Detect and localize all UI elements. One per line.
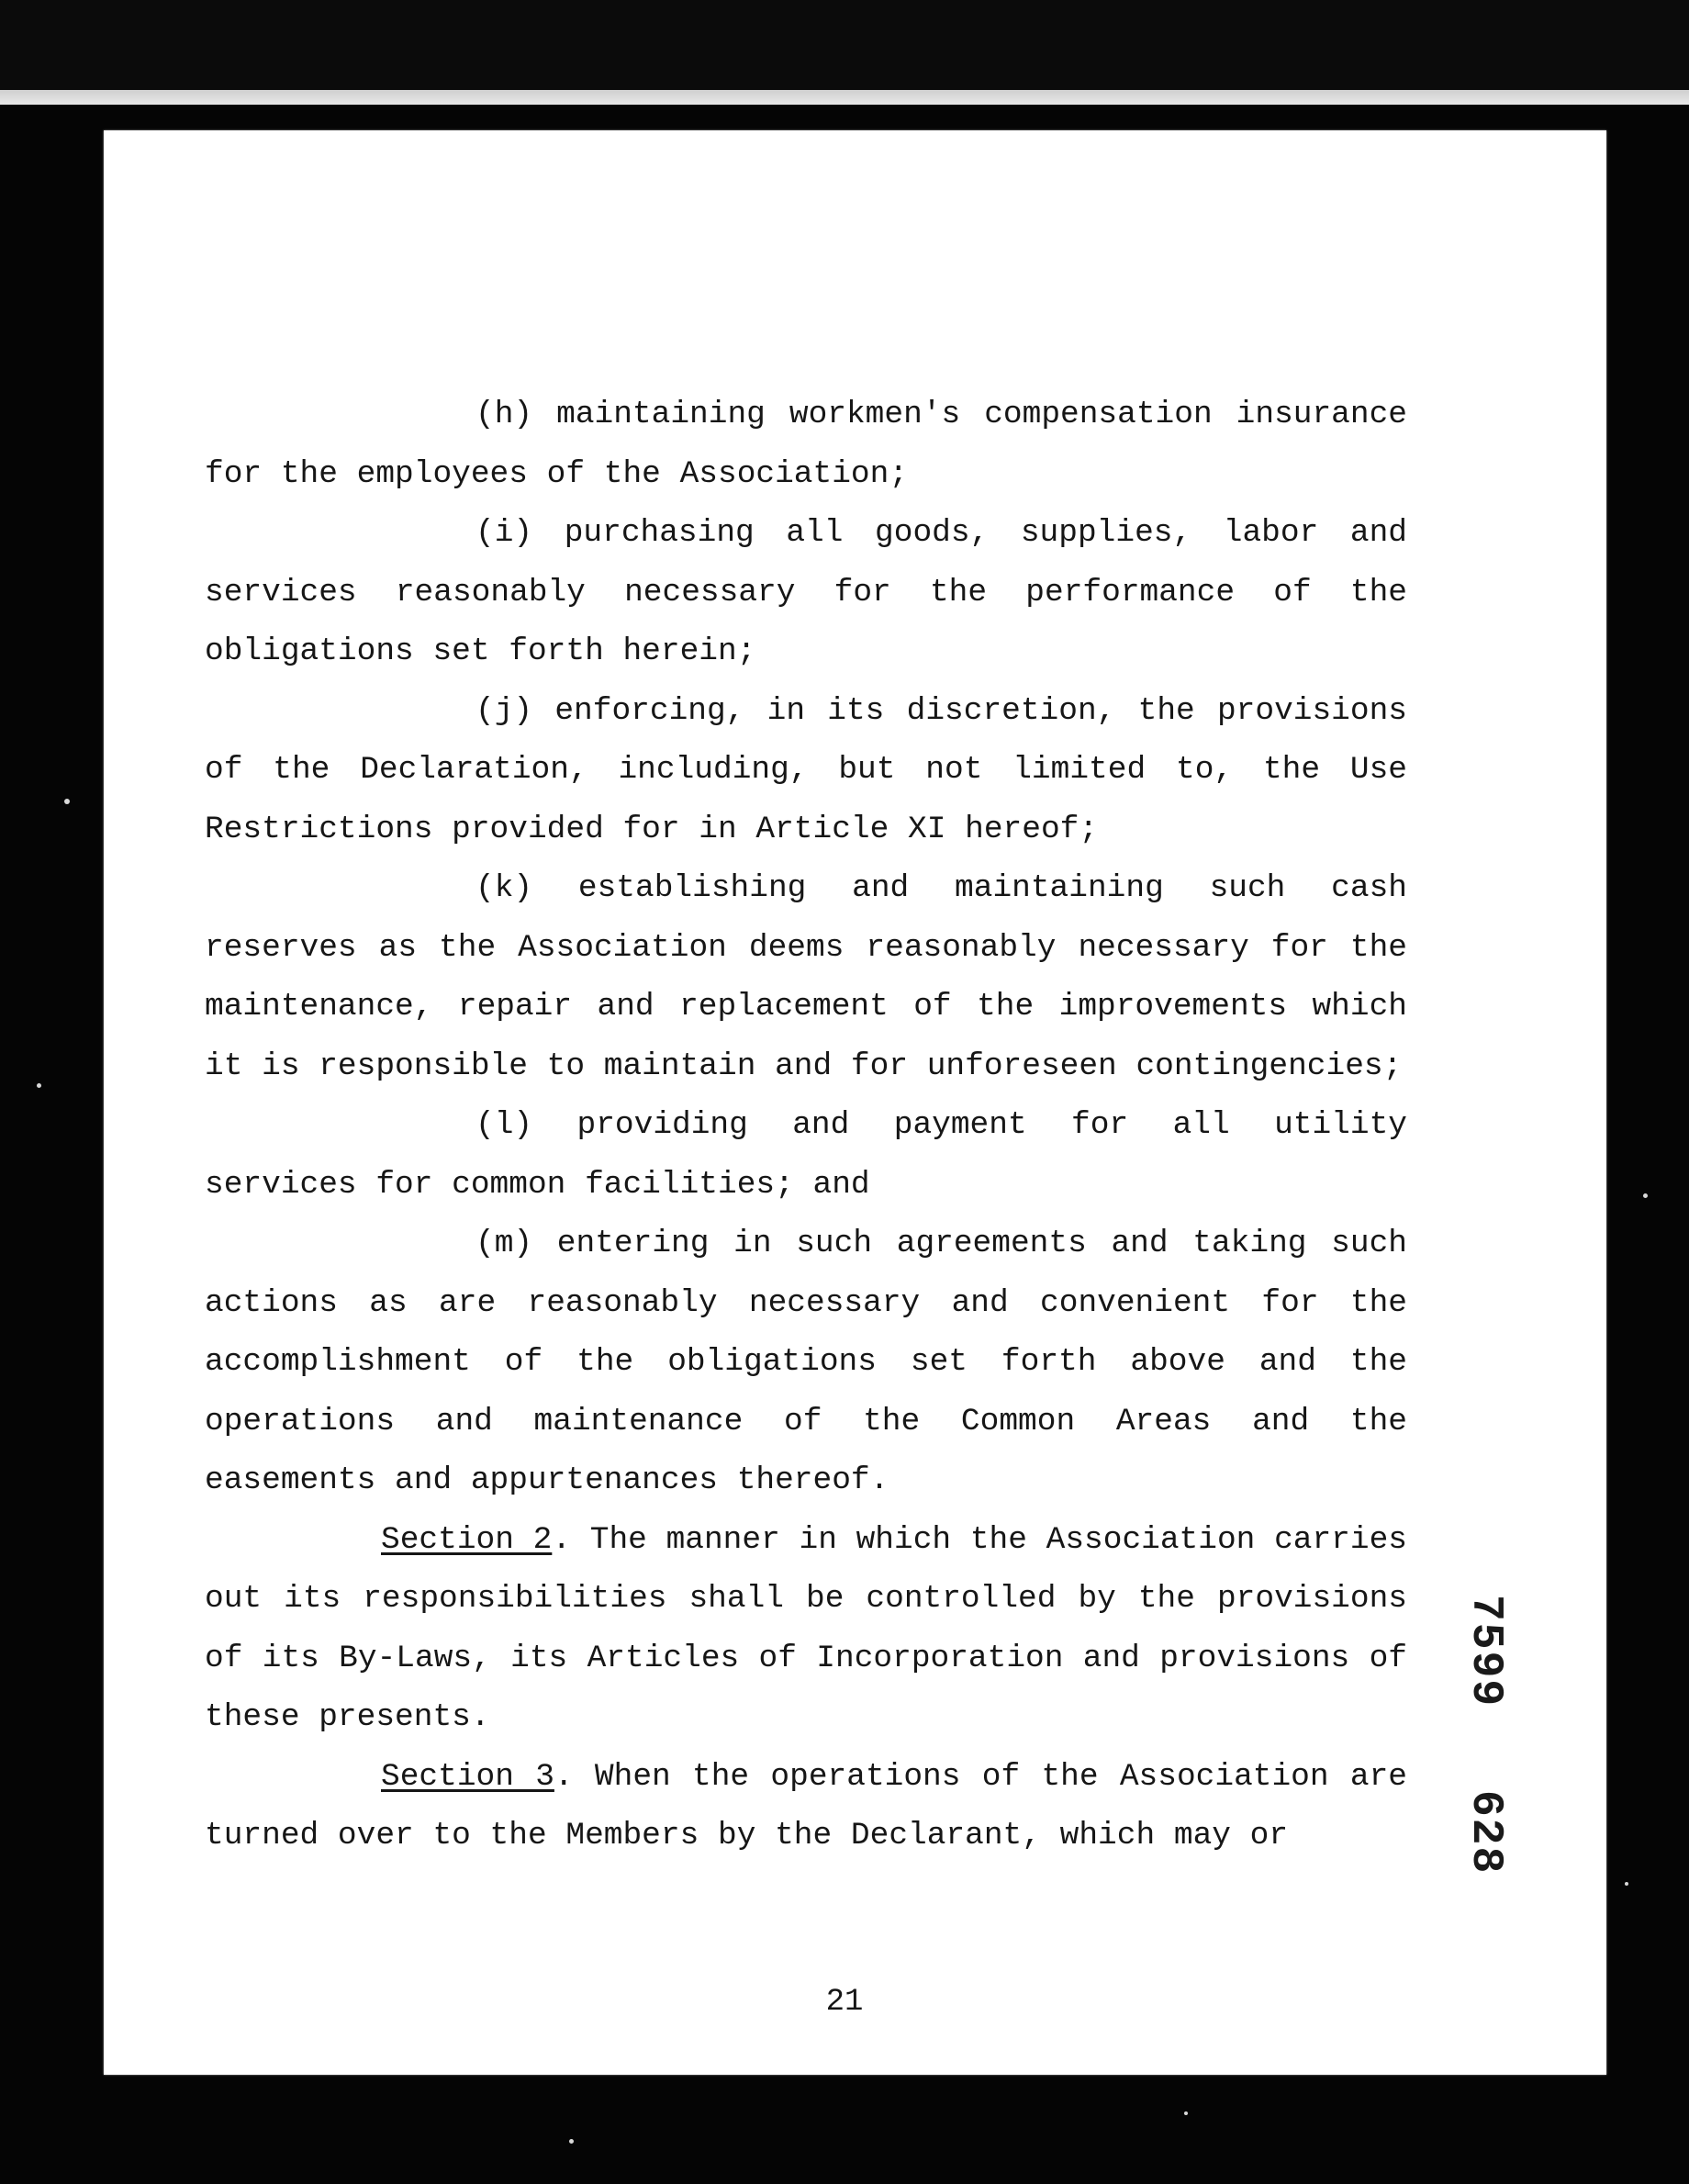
section-2-text: . The manner in which the Association carries out its responsibilities shall be controlled by the provisions of its By-Laws, its Articles of Incorporation and provisions of these presents. — [205, 1521, 1407, 1735]
section-3-text: . When the operations of the Association are turned over to the Members by the Declarant, which may or — [205, 1758, 1407, 1854]
section-3-heading: Section 3 — [381, 1758, 554, 1795]
scan-speck — [1643, 1193, 1648, 1198]
document-body — [205, 386, 1407, 1866]
section-3-paragraph — [205, 1748, 1407, 1866]
paragraph-k: (k) establishing and maintaining such cash reserves as the Association deems reasonably necessary for the maintenance, repair and replacement of the improvements which it is responsible to maintain and for unforeseen contingencies; — [205, 870, 1407, 1084]
paragraph-m: (m) entering in such agreements and taking such actions as are reasonably necessary and convenient for the accomplishment of the obligations set forth above and the operations and maintenance of the Common Areas and the easements and appurtenances thereof. — [205, 1226, 1407, 1498]
section-2-paragraph — [205, 1511, 1407, 1748]
scan-speck — [1184, 2111, 1188, 2115]
paragraph-l: (l) providing and payment for all utility services for common facilities; and — [205, 1107, 1407, 1203]
scan-speck — [569, 2139, 574, 2144]
scan-top-border — [0, 0, 1689, 92]
paragraph-h: (h) maintaining workmen's compensation insurance for the employees of the Association; — [205, 397, 1407, 492]
section-2-heading: Section 2 — [381, 1521, 553, 1558]
paragraph-i: (i) purchasing all goods, supplies, labor and services reasonably necessary for the performance of the obligations set forth herein; — [205, 515, 1407, 669]
scan-speck — [1625, 1882, 1628, 1886]
margin-stamp-book: 7599 — [1460, 1595, 1510, 1708]
scan-top-rule — [0, 90, 1689, 105]
margin-stamp-page: 628 — [1460, 1790, 1510, 1876]
page-number: 21 — [825, 1985, 864, 2020]
scan-speck — [37, 1083, 41, 1088]
scan-speck — [64, 799, 70, 804]
paragraph-j: (j) enforcing, in its discretion, the provisions of the Declaration, including, but not limited to, the Use Restrictions provided for in Article XI hereof; — [205, 692, 1407, 847]
